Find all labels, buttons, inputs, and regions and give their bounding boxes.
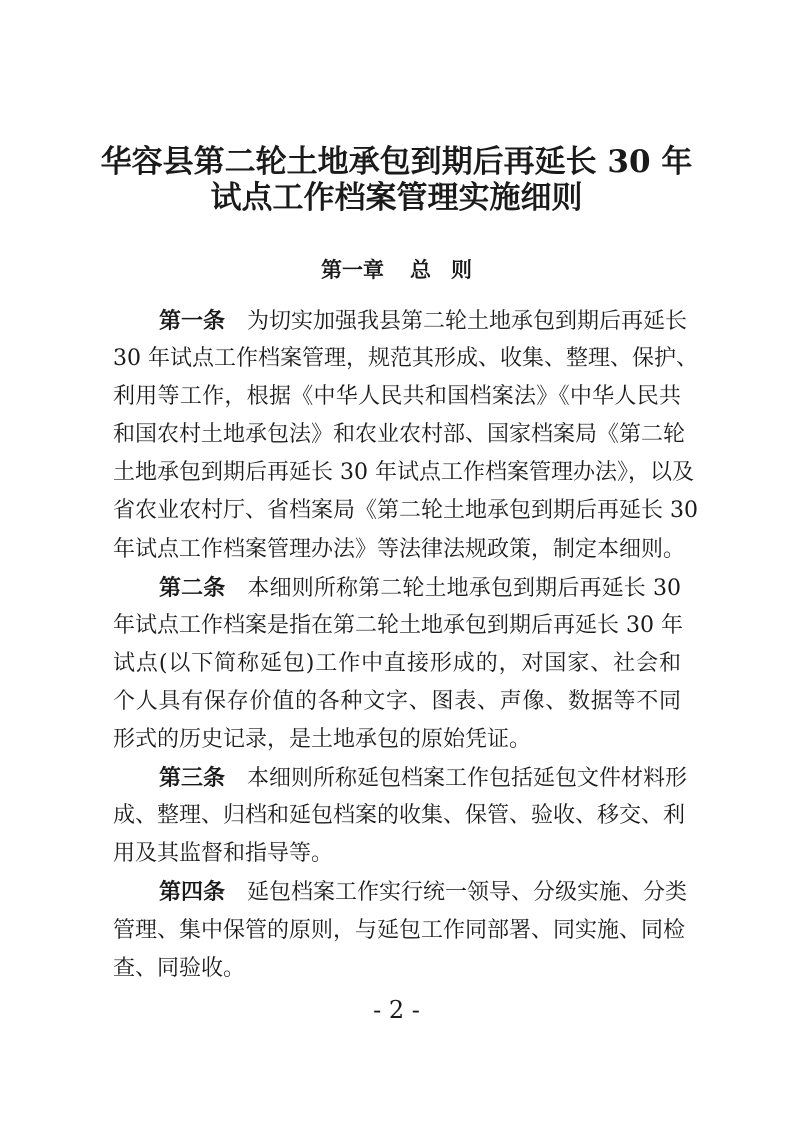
article-text: 管理、集中保管的原则，与延包工作同部署、同实施、同检 [113,917,686,943]
article-line [113,492,698,530]
article-first-line [113,759,688,797]
article-line [113,797,686,835]
article-text: 利用等工作，根据《中华人民共和国档案法》《中华人民共 [113,384,681,410]
article-line [113,721,681,759]
article-text: 本细则所称延包档案工作包括延包文件材料形 [247,766,688,792]
chapter-name-2: 则 [451,257,472,282]
article-first-line [113,569,681,607]
article-line [113,454,694,492]
article-text: 延包档案工作实行统一领导、分级实施、分类 [247,880,688,906]
chapter-label: 第一章 [321,257,384,282]
document-body [113,302,698,988]
article-text: 用及其监督和指导等。 [113,841,334,867]
article-label: 第一条 [159,308,226,334]
article-label: 第四条 [159,879,226,906]
article-text: 30 年试点工作档案管理，规范其形成、收集、整理、保护、 [113,346,698,372]
article-line [113,378,681,416]
article-line [113,950,681,988]
article-text: 查、同验收。 [113,955,246,981]
article-line [113,645,681,683]
chapter-heading [0,254,793,284]
article-text: 年试点工作档案管理办法》等法律法规政策，制定本细则。 [113,536,686,562]
article-text: 成、整理、归档和延包档案的收集、保管、验收、移交、利 [113,803,686,829]
article-text: 个人具有保存价值的各种文字、图表、声像、数据等不同 [113,688,681,714]
article-text: 土地承包到期后再延长 30 年试点工作档案管理办法》，以及 [113,460,694,486]
article-text: 本细则所称第二轮土地承包到期后再延长 30 [247,575,681,601]
article-line [113,340,698,378]
article-text: 试点(以下简称延包)工作中直接形成的，对国家、社会和 [113,650,681,676]
document-title-line-1: 华容县第二轮土地承包到期后再延长 30 年 [100,144,693,180]
article-text: 年试点工作档案是指在第二轮土地承包到期后再延长 30 年 [113,612,683,638]
article-text: 为切实加强我县第二轮土地承包到期后再延长 [247,309,688,334]
article-first-line [113,302,688,340]
page-number: - 2 - [373,996,420,1024]
article-text: 省农业农村厅、省档案局《第二轮土地承包到期后再延长 30 [113,498,698,524]
article-first-line [113,873,688,911]
article-line [113,607,681,645]
article-line [113,835,681,873]
article-line [113,531,686,569]
article-label: 第三条 [159,765,226,792]
article-line [113,912,686,950]
article-line [113,416,686,454]
article-label: 第二条 [159,574,226,601]
article-text: 形式的历史记录，是土地承包的原始凭证。 [113,727,532,753]
article-text: 和国农村土地承包法》和农业农村部、国家档案局《第二轮 [113,422,686,448]
document-title-line-2: 试点工作档案管理实施细则 [210,180,583,216]
chapter-name-1: 总 [410,257,431,282]
article-line [113,683,681,721]
